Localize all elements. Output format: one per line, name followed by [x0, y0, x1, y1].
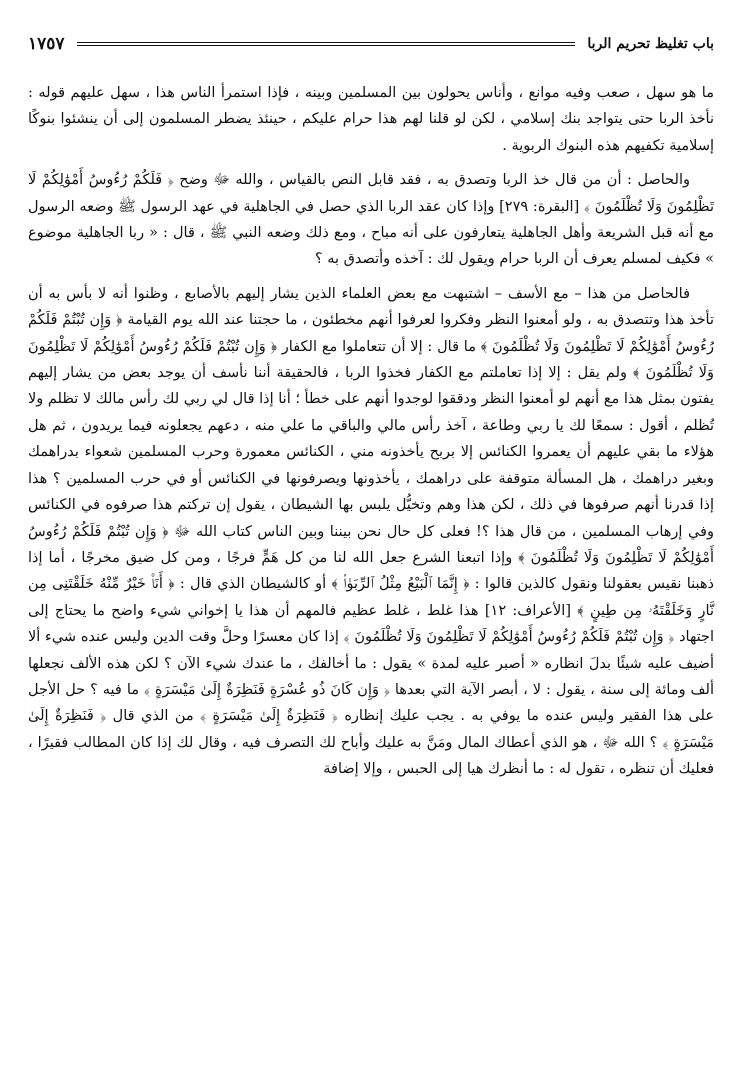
page-header — [28, 30, 714, 58]
paragraph-2: والحاصل : أن من قال خذ الربا وتصدق به ، فقد قابل النص بالقياس ، والله ﷻ وضح ﴿ فَلَكُمْ رُءُوسُ أَمْوَٰلِكُمْ لَا تَظْلِمُونَ وَلَا تُظْلَمُونَ ﴾ [البقرة: ٢٧٩] وإذا كان عقد الربا الذي حصل في الجاهلية في عهد الرسول ﷺ وضعه الرسول مع أنه قبل الشريعة وأهل الجاهلية يتعارفون على أنه مباح ، ومع ذلك وضعه النبي ﷺ ، قال : « ربا الجاهلية موضوع » فكيف لمسلم يعرف أن الربا حرام ويقول لك : آخذه وأتصدق به ؟ — [28, 172, 714, 268]
page-number: ١٧٥٧ — [28, 34, 65, 54]
body-text — [28, 80, 714, 783]
paragraph-3: فالحاصل من هذا – مع الأسف – اشتبهت مع بعض العلماء الذين يشار إليهم بالأصابع ، وظنوا أنه لا بأس به أن تأخذ هذا وتتصدق به ، ولو أمعنوا النظر وفكروا لعرفوا أنهم مخطئون ، ما حجتنا عند الله يوم القيامة ﴿ وَإِن تُبْتُمْ فَلَكُمْ رُءُوسُ أَمْوَٰلِكُمْ لَا تَظْلِمُونَ وَلَا تُظْلَمُونَ ﴾ ما قال : إلا أن تتعاملوا مع الكفار ﴿ وَإِن تُبْتُمْ فَلَكُمْ رُءُوسُ أَمْوَٰلِكُمْ لَا تَظْلِمُونَ وَلَا تُظْلَمُونَ ﴾ ولم يقل : إلا إذا تعاملتم مع الكفار فخذوا الربا ، فالحقيقة أننا نأسف أن يوجد بعض من يشار إليهم يفتون بمثل هذا مع أنهم لو أمعنوا النظر ودققوا لوجدوا أنهم على خطأ ؛ أنا إذا قال لي ربي لك رأس مالك لا تظلم ولا تُظلم ، أقول : سمعًا لك يا ربي وطاعة ، آخذ رأس مالي والباقي ما علي منه ، دعهم يجعلونه فيما يريدون ، ثم هل هؤلاء ما بقي عليهم أن يعمروا الكنائس إلا بربح يأخذونه مني ، الكنائس معمورة وحرب المسلمين شعواء بدراهمك وبغير دراهمك ، هل المسألة متوقفة على دراهمك ، يأخذونها ويصرفونها في الكنائس أو في حرب المسلمين ؟ هذا إذا قدرنا أنهم صرفوها في ذلك ، لكن هذا وهم وتخيُّل يلبس بها الشيطان ، يقول إن تركتم هذا صرفوه في الكنائس وفي إرهاب المسلمين ، من قال هذا ؟! فعلى كل حال نحن بيننا وبين الناس كتاب الله ﷻ ﴿ وَإِن تُبْتُمْ فَلَكُمْ رُءُوسُ أَمْوَٰلِكُمْ لَا تَظْلِمُونَ وَلَا تُظْلَمُونَ ﴾ وإذا اتبعنا الشرع جعل الله لنا من كل هَمٍّ فرجًا ، ومن كل ضيق مخرجًا ، أما إذا ذهبنا نقيس بعقولنا ونقول كالذين قالوا : ﴿ إِنَّمَا ٱلْبَيْعُ مِثْلُ ٱلرِّبَوٰا۟ ﴾ أو كالشيطان الذي قال : ﴿ أَنَا۠ خَيْرٌ مِّنْهُ خَلَقْتَنِى مِن نَّارٍ وَخَلَقْتَهُۥ مِن طِينٍ ﴾ [الأعراف: ١٢] هذا غلط ، غلط عظيم فالمهم أن هذا يا إخواني شيء واضح ما يحتاج إلى اجتهاد ﴿ وَإِن تُبْتُمْ فَلَكُمْ رُءُوسُ أَمْوَٰلِكُمْ لَا تَظْلِمُونَ وَلَا تُظْلَمُونَ ﴾ إذا كان معسرًا وحلَّ وقت الدين وليس عنده شيء ألا أضيف عليه شيئًا بدلَ انظاره « أصبر عليه لمدة » يقول : ما أخالفك ، ما عندك شيء الآن ؟ لكن هذه الألف نجعلها ألف ومائة إلى سنة ، يقول : لا ، أبصر الآية التي بعدها ﴿ وَإِن كَانَ ذُو عُسْرَةٍ فَنَظِرَةٌ إِلَىٰ مَيْسَرَةٍ ﴾ ما فيه ؟ حل الأجل على هذا الفقير وليس عنده ما يوفي به . يجب عليك إنظاره ﴿ فَنَظِرَةٌ إِلَىٰ مَيْسَرَةٍ ﴾ من الذي قال ﴿ فَنَظِرَةٌ إِلَىٰ مَيْسَرَةٍ ﴾ ؟ الله ﷻ ، هو الذي أعطاك المال ومَنَّ به عليك وأباح لك التصرف فيه ، وقال لك إذا كان المطالب فقيرًا ، فعليك أن تنظره ، تقول له : ما أنظرك هيا إلى الحبس ، وإلا إضافة — [28, 285, 714, 778]
paragraph-1: ما هو سهل ، صعب وفيه موانع ، وأناس يحولون بين المسلمين وبينه ، فإذا استمرأ الناس هذا ، سهل عليهم قوله : نأخذ الربا حتى يتواجد بنك إسلامي ، لكن لو قلنا لهم هذا حرام عليكم ، حينئذ يضطر المسلمون إلى أن ينشئوا بنوكًا إسلامية تكفيهم هذه البنوك الربوية . — [28, 85, 714, 154]
chapter-title: باب تغليظ تحريم الربا — [587, 36, 714, 52]
header-rule — [77, 42, 576, 46]
